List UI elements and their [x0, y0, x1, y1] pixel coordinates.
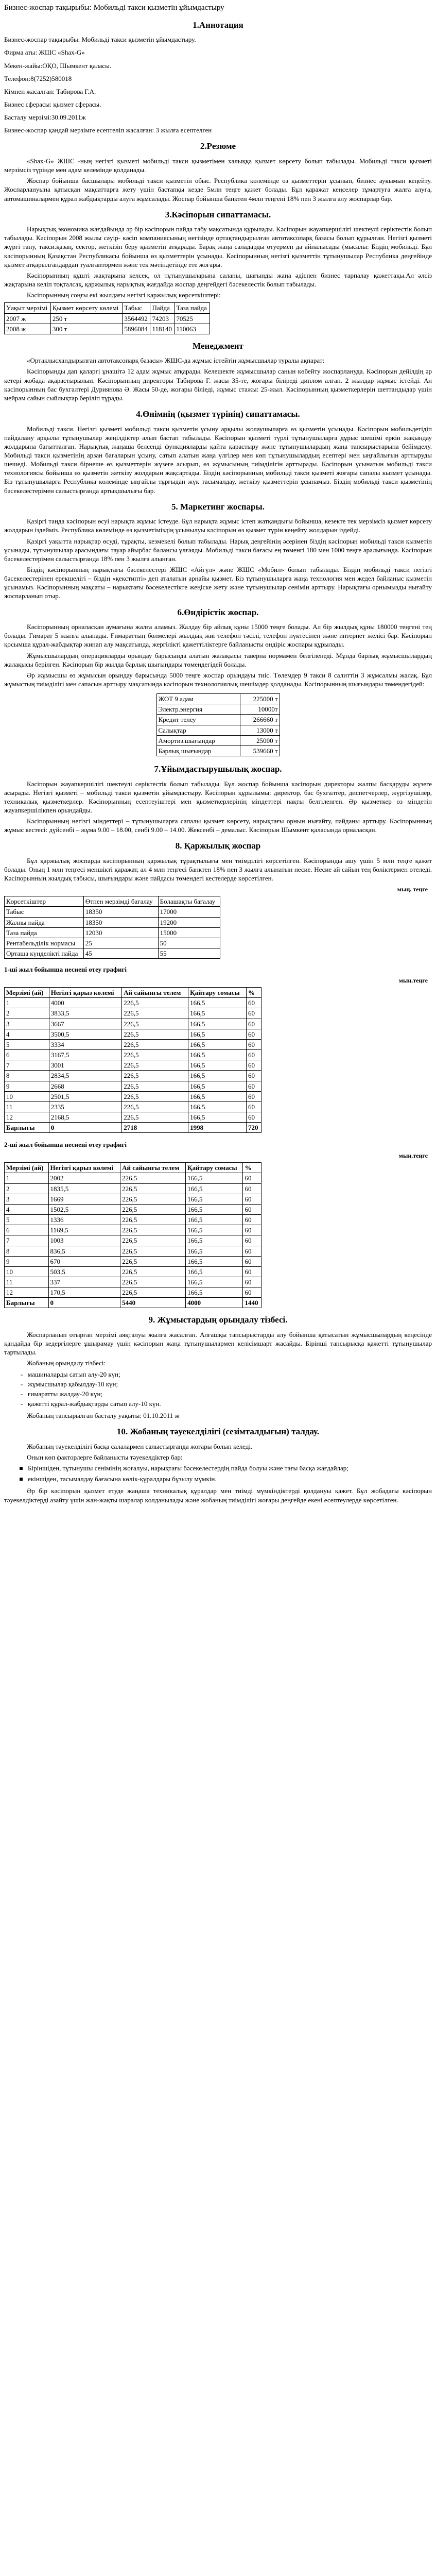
paragraph: Қазіргі уақытта нарықтар өсуді, тұрақты, кезмекелі болып табылады. Нарық деңгейінің әсерінен біздің кәсіпорын мобильді такси қызметін ұсынады, тұтынушылар арасындағы тауар айырбас балансы ұлғаяды. Мобильді такси бағасы ең төменгі 180 мен 1000 теңге аралығында. Кәсіпорын бәсекелестерімен салыстырғанда 18% пен 3 жылға алынған. — [4, 537, 432, 563]
table-cell: 60 — [247, 1060, 261, 1071]
table-cell: 166,5 — [188, 1008, 247, 1019]
table-cell: 55 — [158, 948, 220, 958]
table-cell: 166,5 — [188, 1071, 247, 1081]
table-cell: 60 — [243, 1277, 261, 1287]
table-cell: 2002 — [48, 1173, 120, 1183]
table-cell: Амортиз.шығындар — [156, 735, 240, 745]
table-row — [156, 745, 280, 756]
table-cell: 10 — [5, 1266, 49, 1277]
table-cell: 3334 — [49, 1039, 122, 1049]
table-cell: 60 — [243, 1287, 261, 1298]
table-cell: 539660 т — [240, 745, 280, 756]
table-cell: 2834,5 — [49, 1071, 122, 1081]
table-cell: 5 — [5, 1215, 49, 1225]
loan-schedule-1-title: 1-ші жыл бойынша несиені өтеу графигі — [4, 965, 127, 974]
table-cell: 18350 — [83, 907, 158, 917]
table-cell: 60 — [243, 1204, 261, 1214]
table-cell: 226,5 — [120, 1204, 186, 1214]
table-cell: 226,5 — [122, 1060, 188, 1071]
table-total-row — [5, 1298, 261, 1308]
table-cell: 166,5 — [186, 1246, 243, 1256]
table-cell: 226,5 — [122, 1029, 188, 1039]
table-row — [5, 324, 210, 334]
table-cell: 1003 — [48, 1235, 120, 1246]
table-cell: 4 — [5, 1204, 49, 1214]
table-row — [5, 948, 220, 958]
table-cell: 60 — [247, 1091, 261, 1101]
table-cell: 9 — [5, 1256, 49, 1266]
table-cell: 503,5 — [48, 1266, 120, 1277]
table-row — [5, 1215, 261, 1225]
paragraph: Жұмысшылардың операцияларды орындау барысында алатын жалақысы таверна нормамен белгіленеді. Мұнда барлық жұмысшылардың жалақысы берілген. Кәсіпорын бір жылда барлық шығындары төмендегідей болады. — [4, 651, 432, 668]
annotation-block — [4, 35, 432, 134]
table-cell: 25 — [83, 938, 158, 948]
table-header-row — [5, 303, 210, 313]
table-cell: ЖОТ 9 адам — [156, 694, 240, 704]
table-total-cell: Барлығы — [5, 1298, 49, 1308]
annotation-line: Фирма аты: ЖШС «Shax-G» — [4, 48, 85, 57]
table-cell: Салықтар — [156, 725, 240, 735]
table-cell: 226,5 — [122, 1008, 188, 1019]
table-row — [5, 1183, 261, 1194]
table-cell: 60 — [247, 998, 261, 1008]
table-row — [5, 917, 220, 927]
paragraph: Жобаның тапсырылған басталу уақыты: 01.10.2011 ж — [27, 1412, 180, 1420]
table-cell: 118140 — [150, 324, 175, 334]
table-cell: 5 — [5, 1039, 49, 1049]
table-row — [5, 1173, 261, 1183]
list-item: Біріншіден, тұтынушы сенімінің жоғалуы, нарықтағы бәсекелестердің пайда болуы және тағы басқа жағдайлар; — [28, 1464, 432, 1472]
table-cell: 60 — [243, 1215, 261, 1225]
table-cell: 60 — [243, 1183, 261, 1194]
paragraph: «Ортаклысхандырылған автотаксопарқ базасы» ЖШС-да жұмыс істейтін жұмысшылар туралы ақпарат: — [27, 357, 325, 365]
table-cell: 266660 т — [240, 715, 280, 725]
table-header-cell: Табыс — [123, 303, 150, 313]
table-row — [5, 1194, 261, 1204]
table-cell: 226,5 — [120, 1287, 186, 1298]
table-cell: Жалпы пайда — [5, 917, 84, 927]
table-cell: 2 — [5, 1183, 49, 1194]
table-cell: 1169,5 — [48, 1225, 120, 1235]
table-row — [5, 1091, 261, 1101]
table-cell: 7 — [5, 1235, 49, 1246]
table-cell: 2668 — [49, 1081, 122, 1091]
table-cell: 226,5 — [122, 1081, 188, 1091]
table-cell: 166,5 — [186, 1277, 243, 1287]
table-cell: 166,5 — [188, 1101, 247, 1112]
table-cell: 2007 ж — [5, 313, 51, 324]
table-row — [5, 1246, 261, 1256]
paragraph: Кәсіпорынның негізгі міндеттері – тұтынушыларға сапалы қызмет көрсету, нарықтағы орнын нығайту, пайданы арттыру. Кәсіпорынның жұмыс кестесі: дүйсенбі – жұма 9.00 – 18.00, сенбі 9.00 – 14.00. Жексенбі – демалыс. Кәсіпорын Шымкент қаласында орналасқан. — [4, 817, 432, 834]
paragraph: Кәсіпорынды дап қаларғі ұнашітә 12 адам жұмыс атқарады. Келешекте жұмысшылар санын көбейту жоспарлануда. Кәсіпорын дейілдің әр кетері жобада ақарастырылып. Кәсіпорынның директоры Табирова Г. жасы 35-те, жоғары біліреді диплом алған. 2 жылдар жұмыс істейді. Ал кәсіпорынның бас бухгалтері Дуриянова Ә. Жасы 50-де, жоғары біліеді, жұмыс стажы: 25-жыл. Кәсіпорынның қызметкерлерін шеттандыдар үшін мейрам сайын сыйлықтар беріліп тұрады. — [4, 367, 432, 402]
table-row — [5, 1266, 261, 1277]
list-item: - жұмысшылар қабылдау-10 күн; — [28, 1380, 432, 1388]
table-cell: 12 — [5, 1287, 49, 1298]
paragraph: Жоспарланып отырған мерзімі аяқталуы жылға жасалған. Алғашқы тапсырыстарды алу бойынша қатысатын жұмысшылардың кеңесінде қандайда бір кедергілерге ұшырамау үшін кәсіпорын жаңа тұтынушылармен келісімшарт жасайды. Бірінші тапсырысқа қажетті тұтынушылар тартылады. — [4, 1330, 432, 1357]
table-cell: 300 т — [50, 324, 123, 334]
table-cell: 166,5 — [186, 1194, 243, 1204]
table-cell: 337 — [48, 1277, 120, 1287]
table-row — [5, 1277, 261, 1287]
paragraph: Мобильді такси. Негізгі қызметі мобильді такси қызметін ұсыну арқылы жолаушыларға өз қызметін ұсынады. Кәсіпорын мобильдетідіп пайдалану арқылы тұтынушылар жеңілдіктер алып бастап табылады. Кәсіпорын қызметі түрлі тұтынушыларға дұрыс шешімі еркін жақындау жолдарына бағытталған. Нарықтық жаңаша белсенді функцияларды қайта қарастыру және тұтынушылардың жаңа тапсырыстарына бейімделу. Мобильді такси қызметінің арзан бағаларын ұсыну, сатып алатын жаңа үлгілер мен көп тұтынушылардың есептері мен ыңғайлығын арттыруды шешеді. Мобильді такси бірнеше өз қызметтерін жүзеге асырып, өз жұмысының тиімділігін арттырады. Кәсіпорын ұсынатын мобильді такси технологиясы бойынша өз қызметін жеткізу жолдарын жақсартады. Біздің кәсіпорынның мобильді такси қызметі жоғары сапалы кызмет ұсынады. Біз тұтынушыларға Республика көлемінде ыңғайлы тұрғыдан жүк тасымалдау, жеткізу қызметтерін ұсынамыз. Біздің мобильді такси қызметінің бәсекелестерімен салыстырғанда артықшылығы бар. — [4, 425, 432, 495]
table-cell: 226,5 — [122, 1112, 188, 1122]
table-row — [156, 735, 280, 745]
table-cell: 836,5 — [48, 1246, 120, 1256]
table-cell: 3 — [5, 1194, 49, 1204]
table-row — [5, 938, 220, 948]
annotation-line: Мекен-жайы:ОҚО, Шымкент қаласы. — [4, 61, 112, 70]
table-total-cell: 5440 — [120, 1298, 186, 1308]
table-cell: 10 — [5, 1091, 49, 1101]
table-cell: 226,5 — [120, 1215, 186, 1225]
table-cell: 166,5 — [186, 1183, 243, 1194]
table-cell: Кредит телеу — [156, 715, 240, 725]
table-cell: 226,5 — [122, 1101, 188, 1112]
table-cell: 60 — [247, 1039, 261, 1049]
table-cell: 166,5 — [188, 1060, 247, 1071]
table-cell: 166,5 — [186, 1173, 243, 1183]
financial-forecast-table — [4, 896, 220, 959]
table-row — [5, 313, 210, 324]
table-row — [5, 1235, 261, 1246]
table-cell: 166,5 — [186, 1287, 243, 1298]
table-total-row — [5, 1123, 261, 1133]
table-cell: 166,5 — [188, 998, 247, 1008]
table-row — [5, 1287, 261, 1298]
table-total-cell: 4000 — [186, 1298, 243, 1308]
paragraph: Әр бір кәсіпорын қызмет етуде жаңаша техникалық құралдар мен тиімді мүмкіндіктерді қолдануы қажет. Бұл жобадағы кәсіпорын тәуекелдіктерді азайту үшін жан-жақты шаралар қолданылады және жобаның тиімділігі жоғары деңгейде екені есептеулерде көрсетілген. — [4, 1487, 432, 1504]
table-header-cell: Таза пайда — [175, 303, 210, 313]
table-cell: 670 — [48, 1256, 120, 1266]
annotation-line: Бизнес-жоспар тақырыбы: Мобильді такси қызметін ұйымдастыру. — [4, 36, 196, 44]
table-cell: 166,5 — [186, 1215, 243, 1225]
table-header-cell: Уақыт мерзімі — [5, 303, 51, 313]
section-heading-annotation: 1.Аннотация — [193, 20, 243, 30]
table-header-cell: Ай сайынғы телем — [120, 1163, 186, 1173]
table-cell: 11 — [5, 1277, 49, 1287]
list-item: - қажетті құрал-жабдықтарды сатып алу-10 күн. — [28, 1399, 432, 1408]
table-cell: 226,5 — [120, 1277, 186, 1287]
table-row — [5, 1204, 261, 1214]
table-cell: 226,5 — [120, 1235, 186, 1246]
annotation-line: Кімнен жасалған: Табирова Г.А. — [4, 87, 96, 95]
table-row — [5, 1039, 261, 1049]
table-total-cell: 720 — [247, 1123, 261, 1133]
table-cell: Рентабельділік нормасы — [5, 938, 84, 948]
table-header-cell: Болашақты бағалау — [158, 896, 220, 907]
table-header-cell: Қайтару сомасы — [186, 1163, 243, 1173]
document-title: Бизнес-жоспар тақырыбы: Мобильді такси қызметін ұйымдастыру — [4, 4, 224, 12]
table-cell: 1502,5 — [48, 1204, 120, 1214]
table-cell: 2501,5 — [49, 1091, 122, 1101]
table-cell: 8 — [5, 1071, 49, 1081]
table-cell: 166,5 — [186, 1225, 243, 1235]
table-cell: 60 — [243, 1235, 261, 1246]
loan-schedule-2-title: 2-ші жыл бойынша несиені өтеу графигі — [4, 1141, 127, 1149]
table-cell: 4 — [5, 1029, 49, 1039]
section-heading-schedule: 9. Жұмыстардың орындалу тізбесі. — [148, 1315, 288, 1325]
table-row — [5, 1050, 261, 1060]
table-cell: 225000 т — [240, 694, 280, 704]
paragraph: Жобаның орындалу тізбесі: — [27, 1359, 106, 1367]
table-cell: 226,5 — [120, 1173, 186, 1183]
list-item: екіншіден, тасымалдау бағасына көлік-құралдары бұзылу мүмкін. — [28, 1475, 432, 1483]
expenses-table — [156, 693, 280, 756]
table-header-row — [5, 896, 220, 907]
table-cell: 2008 ж — [5, 324, 51, 334]
list-item: - машиналарды сатып алу-20 күн; — [28, 1370, 432, 1379]
table-row — [5, 927, 220, 938]
table-row — [5, 1112, 261, 1122]
table-cell: 166,5 — [188, 1112, 247, 1122]
table-cell: 166,5 — [188, 1029, 247, 1039]
table-header-cell: % — [243, 1163, 261, 1173]
table-cell: 1 — [5, 1173, 49, 1183]
table-cell: 18350 — [83, 917, 158, 927]
table-cell: 226,5 — [120, 1194, 186, 1204]
table-cell: 226,5 — [120, 1225, 186, 1235]
unit-label: мың. теңге — [397, 886, 428, 893]
table-header-cell: Негізгі қарыз көлемі — [48, 1163, 120, 1173]
table-cell: 70525 — [175, 313, 210, 324]
table-header-cell: Өтпен мерзімді бағалау — [83, 896, 158, 907]
table-cell: 19200 — [158, 917, 220, 927]
table-cell: 2 — [5, 1008, 49, 1019]
paragraph: Кәсіпорынның соңғы екі жылдағы негізгі қаржылық көрсеткіштері: — [27, 291, 221, 299]
table-cell: 1336 — [48, 1215, 120, 1225]
table-cell: 2335 — [49, 1101, 122, 1112]
table-cell: 166,5 — [186, 1204, 243, 1214]
table-cell: 226,5 — [120, 1266, 186, 1277]
table-cell: 3667 — [49, 1019, 122, 1029]
table-cell: 226,5 — [120, 1256, 186, 1266]
table-cell: 60 — [243, 1266, 261, 1277]
table-cell: 25000 т — [240, 735, 280, 745]
table-cell: 3564492 — [123, 313, 150, 324]
table-cell: 12030 — [83, 927, 158, 938]
table-cell: 45 — [83, 948, 158, 958]
paragraph: Оның көп факторлерге байланысты тәуекелдіктер бар: — [27, 1453, 183, 1461]
table-cell: 1669 — [48, 1194, 120, 1204]
unit-label: мың.теңге — [398, 977, 428, 985]
table-cell: 226,5 — [122, 1019, 188, 1029]
table-cell: 60 — [247, 1050, 261, 1060]
table-total-cell: 0 — [48, 1298, 120, 1308]
section-heading-production: 6.Өндірістік жоспар. — [177, 607, 259, 617]
table-cell: 226,5 — [122, 1091, 188, 1101]
table-cell: 3 — [5, 1019, 49, 1029]
section-heading-financial: 8. Қаржылық жоспар — [175, 841, 261, 851]
section-heading-organisational: 7.Ұйымдастырушылық жоспар. — [154, 764, 282, 774]
table-header-cell: % — [247, 988, 261, 998]
financial-indicators-table — [4, 302, 210, 334]
table-cell: 60 — [243, 1246, 261, 1256]
table-row — [5, 1081, 261, 1091]
table-header-row — [5, 988, 261, 998]
table-row — [5, 907, 220, 917]
section-heading-company: 3.Кәсіпорын сипаттамасы. — [165, 209, 271, 219]
table-cell: 12 — [5, 1112, 49, 1122]
table-cell: Орташа күнделікті пайда — [5, 948, 84, 958]
annotation-line: Бизнес-жоспар қандай мерзімге есептеліп жасалған: 3 жылға есептелген — [4, 126, 212, 134]
table-cell: 166,5 — [186, 1266, 243, 1277]
table-cell: 8 — [5, 1246, 49, 1256]
table-total-cell: 2718 — [122, 1123, 188, 1133]
table-cell: 11 — [5, 1101, 49, 1112]
table-row — [5, 1256, 261, 1266]
table-cell: 60 — [243, 1225, 261, 1235]
table-cell: 110063 — [175, 324, 210, 334]
table-cell: 166,5 — [186, 1235, 243, 1246]
table-cell: 166,5 — [188, 1091, 247, 1101]
section-heading-risk: 10. Жобаның тәуекелділігі (сезімталдығын) талдау. — [116, 1427, 320, 1437]
table-cell: 60 — [243, 1256, 261, 1266]
table-cell: 166,5 — [188, 1081, 247, 1091]
annotation-line: Басталу мерзімі:30.09.2011ж — [4, 113, 86, 122]
table-cell: 7 — [5, 1060, 49, 1071]
table-cell: Электр.энергия — [156, 704, 240, 715]
table-cell: 50 — [158, 938, 220, 948]
risk-list — [4, 1464, 432, 1483]
table-cell: 6 — [5, 1050, 49, 1060]
table-cell: 74203 — [150, 313, 175, 324]
annotation-line: Телефон:8(7252)580018 — [4, 74, 72, 82]
table-header-cell: Пайда — [150, 303, 175, 313]
table-cell: 3833,5 — [49, 1008, 122, 1019]
table-cell: 60 — [243, 1173, 261, 1183]
loan-schedule-1-table — [4, 987, 261, 1133]
paragraph: Жобаның тәуекелділігі басқа салалармен салыстырғанда жоғары болып келеді. — [27, 1442, 253, 1450]
paragraph: Бұл қаржылық жоспарда кәсіпорынның қаржылық тұрақтылығы мен тиімділігі көрсетілген. Кәсіпорынды ашу үшін 5 млн теңге қажет болады. Оның 1 млн теңгесі меншікті қаражат, ал 4 млн теңгесі банктен 18% пен 3 жылға алынатын несие. Несие ай сайын тең бөліктермен өтеледі. Кәсіпорынның жылдық табысы, шығындары және пайдасы төмендегі кестелерде көрсетілген. — [4, 856, 432, 883]
table-cell: 4000 — [49, 998, 122, 1008]
table-header-cell: Көрсеткіштер — [5, 896, 84, 907]
table-cell: 166,5 — [188, 1019, 247, 1029]
table-cell: 1 — [5, 998, 49, 1008]
table-row — [156, 704, 280, 715]
table-header-cell: Мерзімі (ай) — [5, 988, 49, 998]
table-cell: 250 т — [50, 313, 123, 324]
table-header-cell: Ай сайынғы телем — [122, 988, 188, 998]
table-cell: 166,5 — [186, 1256, 243, 1266]
table-row — [5, 1101, 261, 1112]
table-cell: 166,5 — [188, 1039, 247, 1049]
section-heading-marketing: 5. Маркетинг жоспары. — [171, 501, 265, 512]
table-cell: 60 — [247, 1081, 261, 1091]
table-cell: 1835,5 — [48, 1183, 120, 1194]
table-cell: 166,5 — [188, 1050, 247, 1060]
table-cell: 226,5 — [122, 1039, 188, 1049]
table-cell: 226,5 — [120, 1246, 186, 1256]
table-row — [5, 1071, 261, 1081]
table-cell: 6 — [5, 1225, 49, 1235]
table-cell: Табыс — [5, 907, 84, 917]
table-cell: 10000т — [240, 704, 280, 715]
list-item: - ғимаратты жалдау-20 күн; — [28, 1389, 432, 1398]
table-cell: 170,5 — [48, 1287, 120, 1298]
paragraph: Нарықтық экономика жағдайында әр бір кәсіпорын пайда табу мақсатында құрылады. Кәсіпорын жауапкершілігі шектеулі серіктестік болып табылады. Кәсіпорын 2008 жылы сәуір- кәсіп компаниясының негізінде ортақтандырылған автотаксопарқ базасы болып құрылған. Негізгі қызметі жүргі тану, такси.қазаң, сектор, жеткізіп беру қызметін атқарады. Барақ жаңа саладарды өтуермен да айналысады (мысалы: Біздің мобильді. Бұл кәсіпорынның Қазақстан Республикасы бойынша өз қызметтерін ұсынады. Кәсіпорынның негізгі қызметтін тұтынушылар Республика деңгейінде қызмет атқарылғандардан туалғантормен және тек мәтіндетінде ете жоғары. — [4, 225, 432, 268]
table-cell: 9 — [5, 1081, 49, 1091]
table-total-cell: 1998 — [188, 1123, 247, 1133]
table-total-cell: Барлығы — [5, 1123, 49, 1133]
table-cell: 17000 — [158, 907, 220, 917]
unit-label: мың.теңге — [398, 1152, 428, 1160]
table-row — [156, 694, 280, 704]
table-cell: 226,5 — [120, 1183, 186, 1194]
table-row — [156, 715, 280, 725]
table-cell: 13000 т — [240, 725, 280, 735]
table-row — [156, 725, 280, 735]
paragraph: Кәсіпорынның орналасқан аумағына жалға аламыз. Жалдау бір айлық құны 15000 теңге болады. Ал бір жылдық құны 180000 теңгені тең болады. Гимарат 5 жылға алынады. Ғимараттың бөлмелері жылдық жиі телефон тәсілі, телефон нүктесінен және интернет желісі бар. Кәсіпорын қосымша құрал-жабдықтар жинап алу мақсатында, жергілікті қажеттіліктерге байланысты өндіріс жоспары құрылады. — [4, 623, 432, 649]
paragraph: Жоспар бойынша басшылары мобильді такси қызметін обыс. Республика көлемінде өз қызметтерін ұсынып, бизнес аукымын кеңейту. Жоспарлануына қатысқан мақсаттарға жету үшін бастапқы кезде 5млн теңге қажет болады. Бұл қаражат кеңселер тұмартуға жалға алуға, автомашиналармен құрал жабдықтарды алуға жұмсалады. Жоспар бойынша банктен 4млн теңгені 18% пен 3 жылға алу жоспарлар бар. — [4, 177, 432, 202]
table-row — [5, 1225, 261, 1235]
table-cell: 3500,5 — [49, 1029, 122, 1039]
paragraph: Біздің кәсіпорынның нарықтағы бәсекелестері ЖШС «Айгүл» және ЖШС «Мобил» болып табылады. Біздің мобильді такси негізгі бәсекелестерінен ерекшелігі – біздің «қекстипті» деп аталатын арнайы қызмет. Біз тұтынушыларға жаңа технология мен жедел байланыс қызметін ұсынамыз. Кәсіпорынның мақсаты – нарықтағы бәсекелестікте жеңіске жету және тұтынушылар сенімін арттыру. Нарықтағы орнымызды нығайту жоспарланып отыр. — [4, 565, 432, 600]
table-cell: 60 — [247, 1008, 261, 1019]
table-total-cell: 0 — [49, 1123, 122, 1133]
table-cell: 5896084 — [123, 324, 150, 334]
table-cell: 226,5 — [122, 1071, 188, 1081]
table-header-row — [5, 1163, 261, 1173]
paragraph: Кәсіпорын жауапкершілігі шектеулі серіктестік болып табылады. Бұл жоспар бойынша кәсіпорын директоры жалпы басқаруды жүзеге асырады. Негізгі қызметі – мобильді такси қызметін ұйымдастыру. Кәсіпорын құрылымы: директор, бас бухгалтер, диспетчерлер, жүргізушілер, техникалық қызметкерлер. Кәсіпорынның есептеуіштері мен қызметкерлерінің міндеттері нақты белгіленген. Әр қызметкер өз міндетін жауапкершілікпен орындайды. — [4, 779, 432, 814]
table-cell: 60 — [247, 1071, 261, 1081]
table-cell: 3001 — [49, 1060, 122, 1071]
table-row — [5, 1019, 261, 1029]
table-cell: 60 — [247, 1029, 261, 1039]
table-cell: 15000 — [158, 927, 220, 938]
table-cell: Таза пайда — [5, 927, 84, 938]
table-cell: Барлық шығындар — [156, 745, 240, 756]
table-total-cell: 1440 — [243, 1298, 261, 1308]
paragraph: Кәсіпорынның құшті жақтарына келсек, ол тұтынушыларына саланы, шағынды жаңа әдіспен бизнес тарпалау қажеттақы.Ал әлсіз жақтарына келіп тоқталсақ, қаржылық нарықтық жағдайда жоспар деңгейдегі бәсекелестік болып табылады. — [4, 271, 432, 289]
table-cell: 3167,5 — [49, 1050, 122, 1060]
table-cell: 2168,5 — [49, 1112, 122, 1122]
table-cell: 60 — [247, 1101, 261, 1112]
section-heading-product: 4.Өнімнің (қызмет түрінің) сипаттамасы. — [136, 409, 300, 419]
loan-schedule-2-table — [4, 1162, 261, 1308]
annotation-line: Бизнес сферасы: қызмет сферасы. — [4, 100, 101, 109]
table-cell: 60 — [247, 1112, 261, 1122]
schedule-list — [4, 1370, 432, 1409]
table-cell: 226,5 — [122, 998, 188, 1008]
paragraph: Әр жұмысшы өз жұмысын орындау барысында 5000 теңге жоспар орындауы тиіс. Төлемдер 9 такси 8 салиттін 3 жұмсалмы жалақ. Бұл жұмыстың тиімділігі мен сапасын арттыру мақсатында кәсіпорын технологиялық шешімдер қолданады. Кәсіпорынның шығындары төмендегідей: — [4, 671, 432, 688]
section-heading-management: Менеджмент — [193, 341, 243, 351]
table-row — [5, 1060, 261, 1071]
table-cell: 226,5 — [122, 1050, 188, 1060]
table-header-cell: Негізгі қарыз көлемі — [49, 988, 122, 998]
section-heading-summary: 2.Резюме — [200, 141, 236, 151]
table-cell: 60 — [243, 1194, 261, 1204]
table-row — [5, 1029, 261, 1039]
table-header-cell: Мерзімі (ай) — [5, 1163, 49, 1173]
table-row — [5, 998, 261, 1008]
paragraph: Қазіргі таңда кәсіпорын өсуі нарықта жұмыс істеуде. Бұл нарықта жұмыс істеп жатқандығы бойынша, кезекте тек мерзімсіз қызмет көрсету жолдарын іздейміз. Республика көлемінде өз қызметіміздің ұсынылуы кәсіпорын өз қызмет түрін кеңейту жолдарын іздейді. — [4, 517, 432, 534]
table-header-cell: Қызмет көрсету көлемі — [50, 303, 123, 313]
table-cell: 60 — [247, 1019, 261, 1029]
table-row — [5, 1008, 261, 1019]
table-header-cell: Қайтару сомасы — [188, 988, 247, 998]
paragraph: «Shax-G» ЖШС -ның негізгі қызметі мобильді такси қызметімен халыққа қызмет көрсету болып табылады. Мобильді такси қызметі мерзімсіз түрінде мен адам келемінде қолданады. — [4, 157, 432, 174]
